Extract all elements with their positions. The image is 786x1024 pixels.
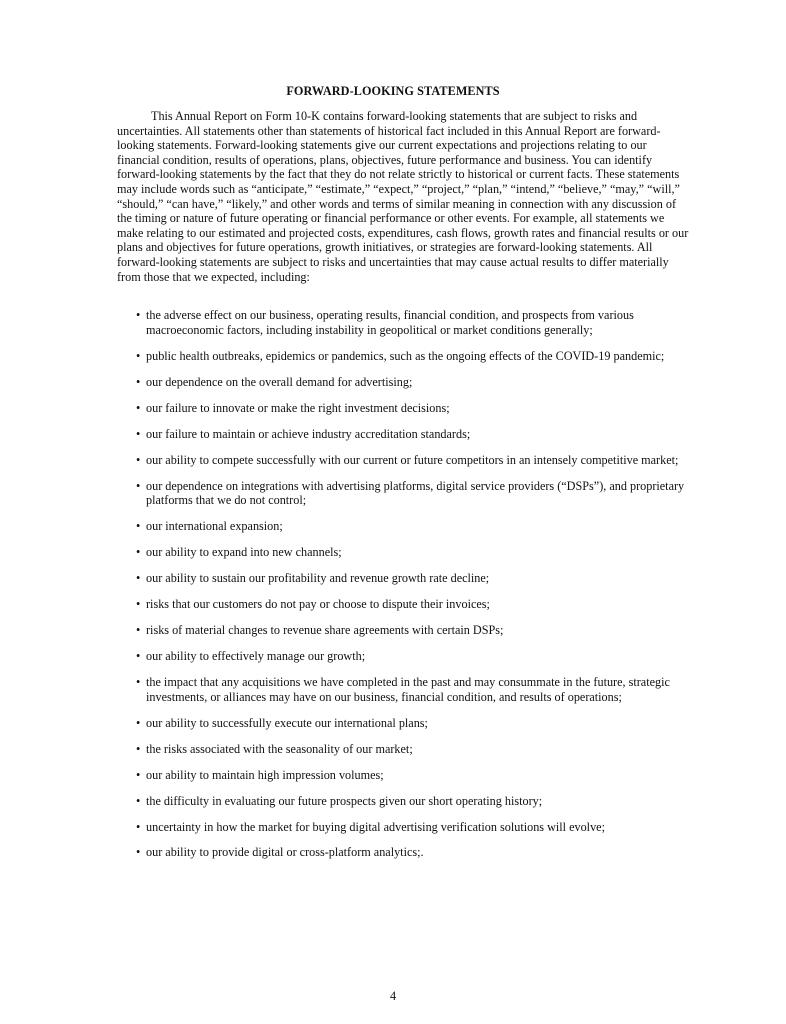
page-number: 4 <box>389 989 397 1003</box>
bullet-marker: • <box>136 793 141 808</box>
bullet-marker: • <box>136 308 141 322</box>
bullet-marker: • <box>136 400 141 415</box>
section-heading: FORWARD-LOOKING STATEMENTS <box>286 84 500 98</box>
list-item-text: our ability to maintain high impression volumes; <box>146 767 384 782</box>
bullet-marker: • <box>136 426 141 441</box>
list-item <box>136 571 688 586</box>
list-item-text: our failure to innovate or make the right investment decisions; <box>146 400 450 415</box>
list-item <box>136 820 688 835</box>
bullet-marker: • <box>136 452 141 467</box>
bullet-marker: • <box>136 519 141 534</box>
bullet-marker: • <box>136 649 141 663</box>
bullet-marker: • <box>136 478 141 493</box>
list-item <box>136 453 688 468</box>
list-item-text: our dependence on the overall demand for advertising; <box>146 374 413 389</box>
list-item-text: the impact that any acquisitions we have completed in the past and may consummate in the future, strategic investments, or alliances may have on our business, financial condition, and results of operations; <box>146 674 670 704</box>
list-item <box>136 768 688 783</box>
list-item <box>136 401 688 416</box>
list-item-text: our ability to successfully execute our international plans; <box>146 715 428 730</box>
list-item <box>136 716 688 731</box>
list-item <box>136 349 688 364</box>
list-item-text: our international expansion; <box>146 519 283 534</box>
list-item <box>136 845 688 860</box>
list-item-text: our ability to provide digital or cross-platform analytics;. <box>146 845 424 860</box>
list-item <box>136 479 688 508</box>
bullet-marker: • <box>136 597 141 612</box>
list-item <box>136 519 688 534</box>
bullet-marker: • <box>136 545 141 560</box>
bullet-marker: • <box>136 767 141 782</box>
list-item <box>136 545 688 560</box>
bullet-marker: • <box>136 819 141 834</box>
list-item-text: the risks associated with the seasonality of our market; <box>146 741 413 756</box>
list-item-text: risks that our customers do not pay or choose to dispute their invoices; <box>146 597 490 612</box>
list-item-text: our ability to effectively manage our growth; <box>146 649 366 663</box>
bullet-marker: • <box>136 715 141 730</box>
list-item-text: our ability to sustain our profitability and revenue growth rate decline; <box>146 571 490 586</box>
bullet-marker: • <box>136 374 141 389</box>
risk-factor-list <box>136 308 688 871</box>
list-item <box>136 649 688 664</box>
list-item-text: uncertainty in how the market for buying digital advertising verification solutions will evolve; <box>146 819 605 834</box>
intro-paragraph: This Annual Report on Form 10-K contains forward-looking statements that are subject to risks and uncertainties. All statements other than statements of historical fact included in this Annual Report are forward-looking statements. Forward-looking statements give our current expectations and projections relating to our financial condition, results of operations, plans, objectives, future performance and business. You can identify forward-looking statements by the fact that they do not relate strictly to historical or current facts. These statements may include words such as “anticipate,” “estimate,” “expect,” “project,” “plan,” “intend,” “believe,” “may,” “will,” “should,” “can have,” “likely,” and other words and terms of similar meaning in connection with any discussion of the timing or nature of future operating or financial performance or other events. For example, all statements we make relating to our estimated and projected costs, expenditures, cash flows, growth rates and financial results or our plans and objectives for future operations, growth initiatives, or strategies are forward-looking statements. All forward-looking statements are subject to risks and uncertainties that may cause actual results to differ materially from those that we expected, including: <box>117 109 689 284</box>
list-item <box>136 597 688 612</box>
list-item-text: the adverse effect on our business, operating results, financial condition, and prospects from various macroeconomic factors, including instability in geopolitical or market conditions generally; <box>146 308 634 337</box>
list-item <box>136 308 688 337</box>
list-item-text: our ability to expand into new channels; <box>146 545 342 560</box>
list-item-text: our dependence on integrations with advertising platforms, digital service providers (“DSPs”), and proprietary platforms that we do not control; <box>146 478 685 508</box>
bullet-marker: • <box>136 571 141 586</box>
list-item <box>136 675 688 704</box>
list-item-text: our ability to compete successfully with our current or future competitors in an intensely competitive market; <box>146 452 679 467</box>
list-item-text: risks of material changes to revenue share agreements with certain DSPs; <box>146 623 504 638</box>
list-item <box>136 375 688 390</box>
bullet-marker: • <box>136 674 141 689</box>
list-item-text: public health outbreaks, epidemics or pandemics, such as the ongoing effects of the COVID-19 pandemic; <box>146 348 665 363</box>
bullet-marker: • <box>136 623 141 638</box>
list-item <box>136 794 688 809</box>
list-item <box>136 623 688 638</box>
bullet-marker: • <box>136 348 141 363</box>
list-item-text: the difficulty in evaluating our future prospects given our short operating history; <box>146 793 543 808</box>
list-item <box>136 742 688 757</box>
list-item-text: our failure to maintain or achieve industry accreditation standards; <box>146 426 471 441</box>
list-item <box>136 427 688 442</box>
bullet-marker: • <box>136 845 141 860</box>
bullet-marker: • <box>136 741 141 756</box>
